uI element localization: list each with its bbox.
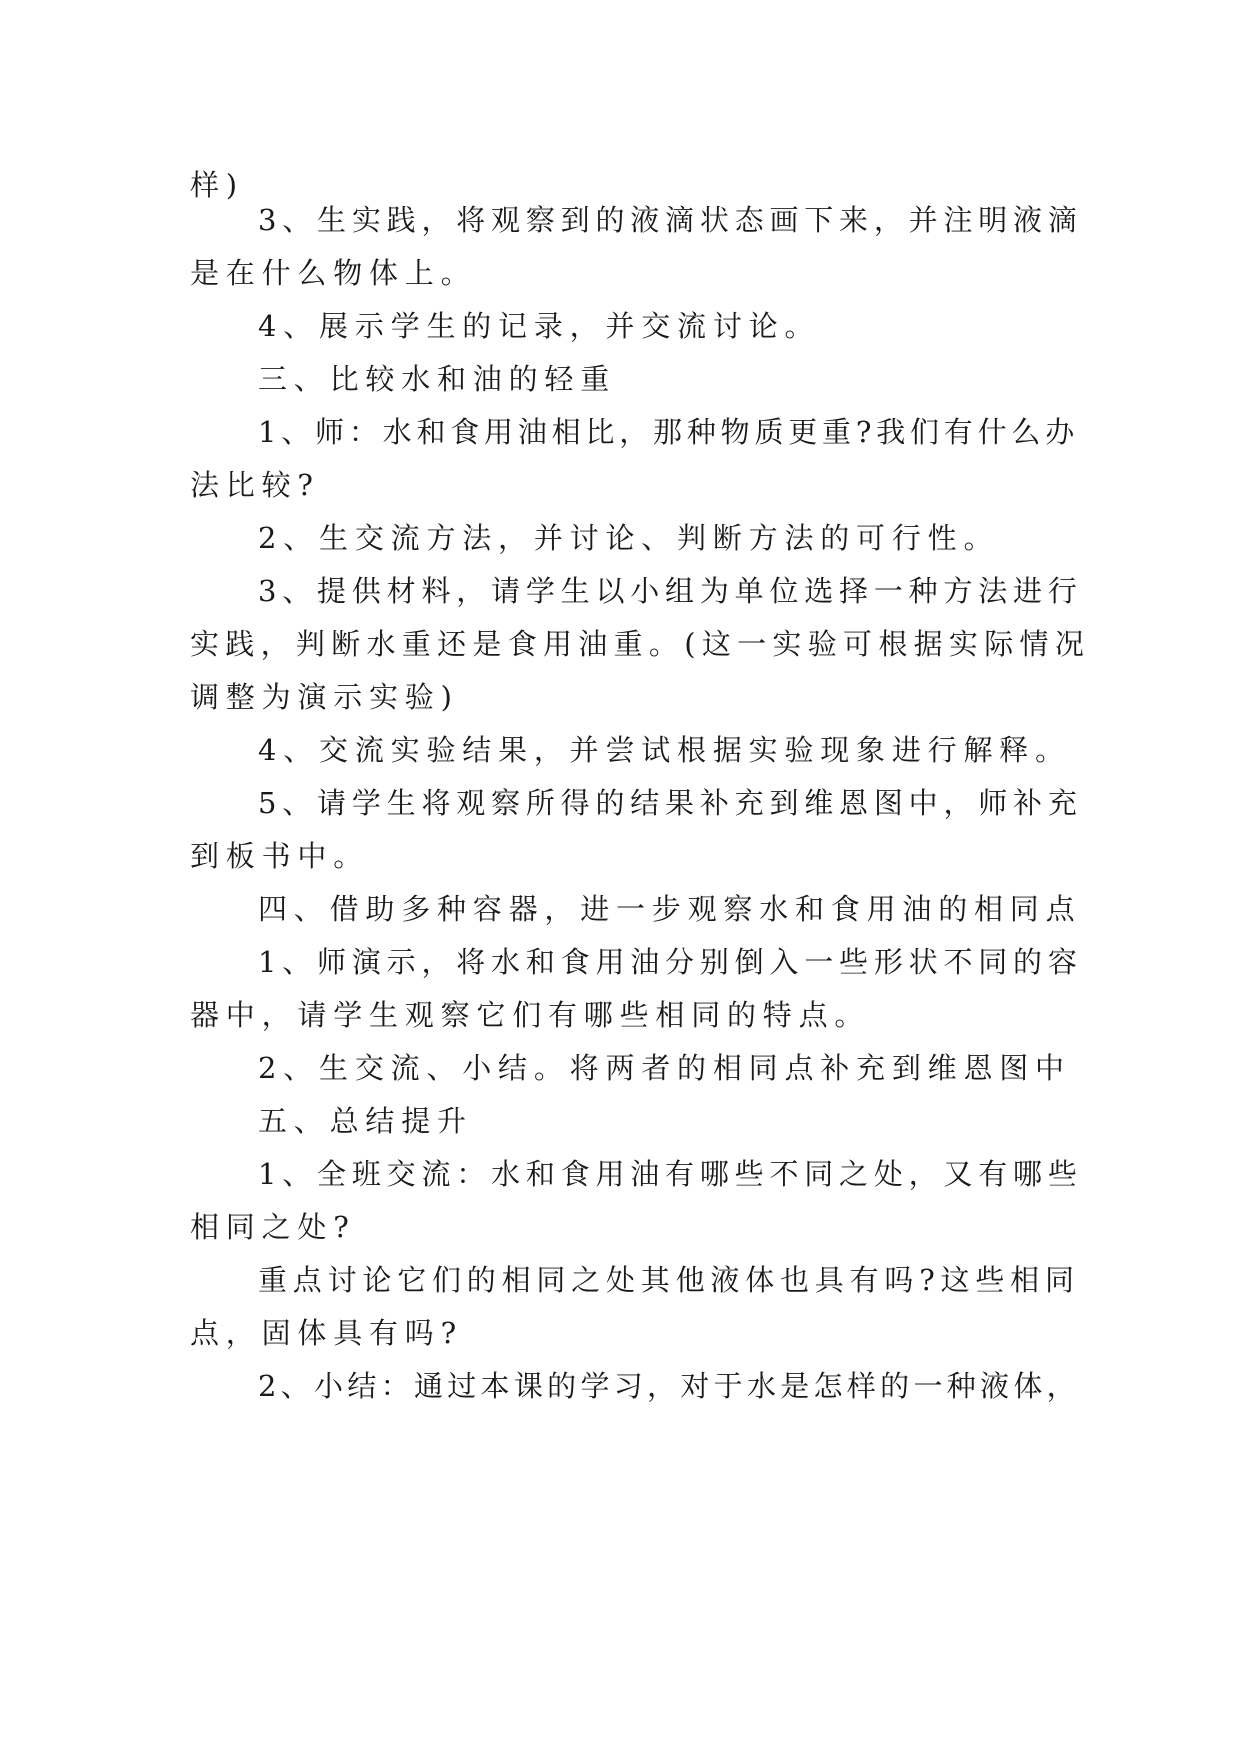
text-line: 实践，判断水重还是食用油重。(这一实验可根据实际情况 [190,627,1091,661]
text-line: 1、师：水和食用油相比，那种物质更重?我们有什么办 [258,415,1079,449]
text-line: 1、师演示，将水和食用油分别倒入一些形状不同的容 [258,945,1083,979]
text-line: 法比较? [190,468,320,502]
text-line: 2、生交流方法，并讨论、判断方法的可行性。 [258,521,1000,555]
text-line: 4、交流实验结果，并尝试根据实验现象进行解释。 [258,733,1071,767]
text-line: 到板书中。 [190,839,370,873]
section-heading: 三、比较水和油的轻重 [258,362,617,396]
text-line: 点，固体具有吗? [190,1316,463,1350]
section-heading: 五、总结提升 [258,1104,473,1138]
text-line: 样) [190,168,244,202]
text-line: 重点讨论它们的相同之处其他液体也具有吗?这些相同 [258,1263,1080,1297]
text-line: 1、全班交流：水和食用油有哪些不同之处，又有哪些 [258,1157,1083,1191]
text-line: 4、展示学生的记录，并交流讨论。 [258,309,821,343]
section-heading: 四、借助多种容器，进一步观察水和食用油的相同点 [258,892,1082,926]
text-line: 器中，请学生观察它们有哪些相同的特点。 [190,998,871,1032]
text-line: 2、生交流、小结。将两者的相同点补充到维恩图中 [258,1051,1071,1085]
text-line: 是在什么物体上。 [190,256,477,290]
text-line: 3、生实践，将观察到的液滴状态画下来，并注明液滴 [258,203,1083,237]
text-line: 相同之处? [190,1210,356,1244]
text-line: 调整为演示实验) [190,680,459,714]
text-line: 2、小结：通过本课的学习，对于水是怎样的一种液体， [258,1369,1080,1403]
text-line: 3、提供材料，请学生以小组为单位选择一种方法进行 [258,574,1083,608]
text-line: 5、请学生将观察所得的结果补充到维恩图中，师补充 [258,786,1083,820]
